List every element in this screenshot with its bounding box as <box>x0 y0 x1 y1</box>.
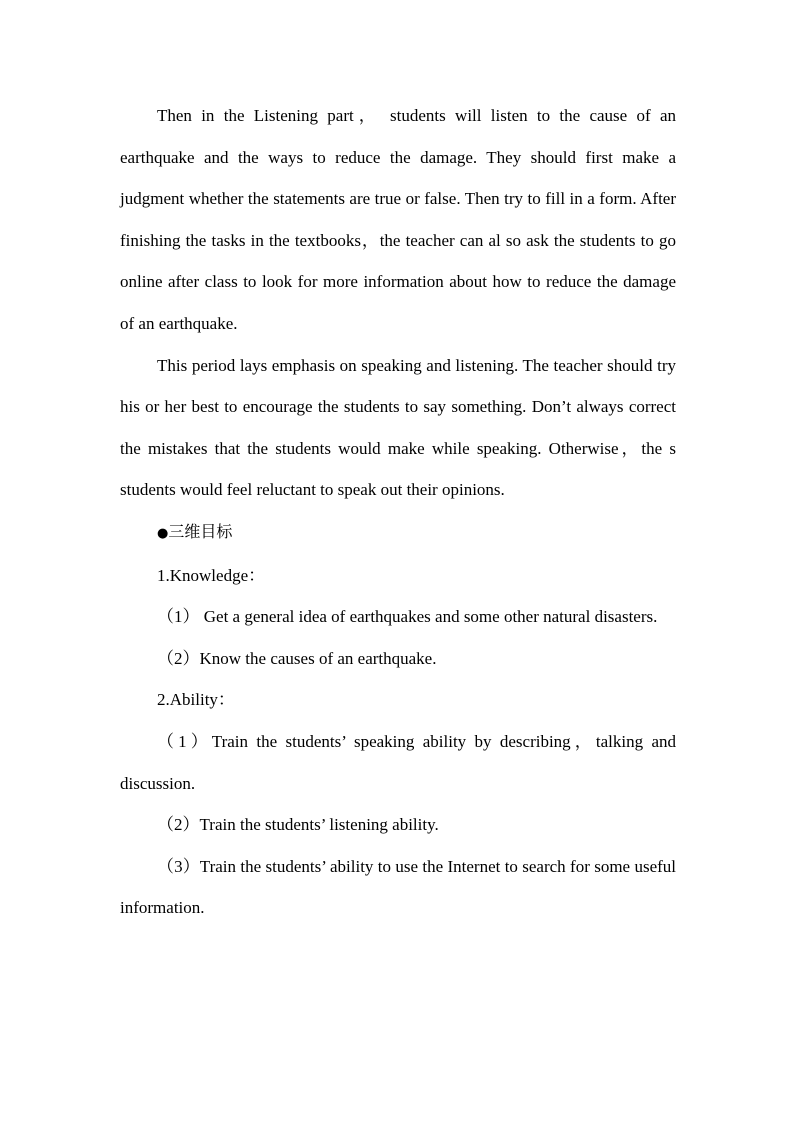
bullet-icon: ● <box>157 525 169 541</box>
knowledge-item-2: （2）Know the causes of an earthquake. <box>157 648 437 668</box>
paragraph-listening: Then in the Listening part， students will listen to the cause of an earthquake and the ways to reduce the damage. They should first make a judgment whether the statements are true or false. Then try to fill in a form. After finishing the tasks in the textbooks，the teacher can al so ask the students to go online after class to look for more information about how to reduce the damage of an earthquake. <box>120 106 676 333</box>
section-title: 三维目标 <box>168 521 233 541</box>
paragraph-emphasis: This period lays emphasis on speaking and listening. The teacher should try his or her best to encourage the students to say something. Don’t always correct the mistakes that the students would make while speaking. Otherwise，the s students would feel reluctant to speak out their opinions. <box>120 355 676 500</box>
document-body <box>120 95 676 929</box>
ability-heading: 2.Ability： <box>157 690 235 710</box>
ability-item-3: （3）Train the students’ ability to use the Internet to search for some useful information. <box>120 856 676 918</box>
section-heading-three-dimensional-goals <box>120 511 676 555</box>
ability-item-1: （1）Train the students’ speaking ability by describing，talking and discussion. <box>120 731 676 793</box>
ability-item-2: （2）Train the students’ listening ability. <box>157 815 439 835</box>
knowledge-heading: 1.Knowledge： <box>157 565 266 585</box>
knowledge-item-1: （1） Get a general idea of earthquakes and some other natural disasters. <box>157 607 658 627</box>
